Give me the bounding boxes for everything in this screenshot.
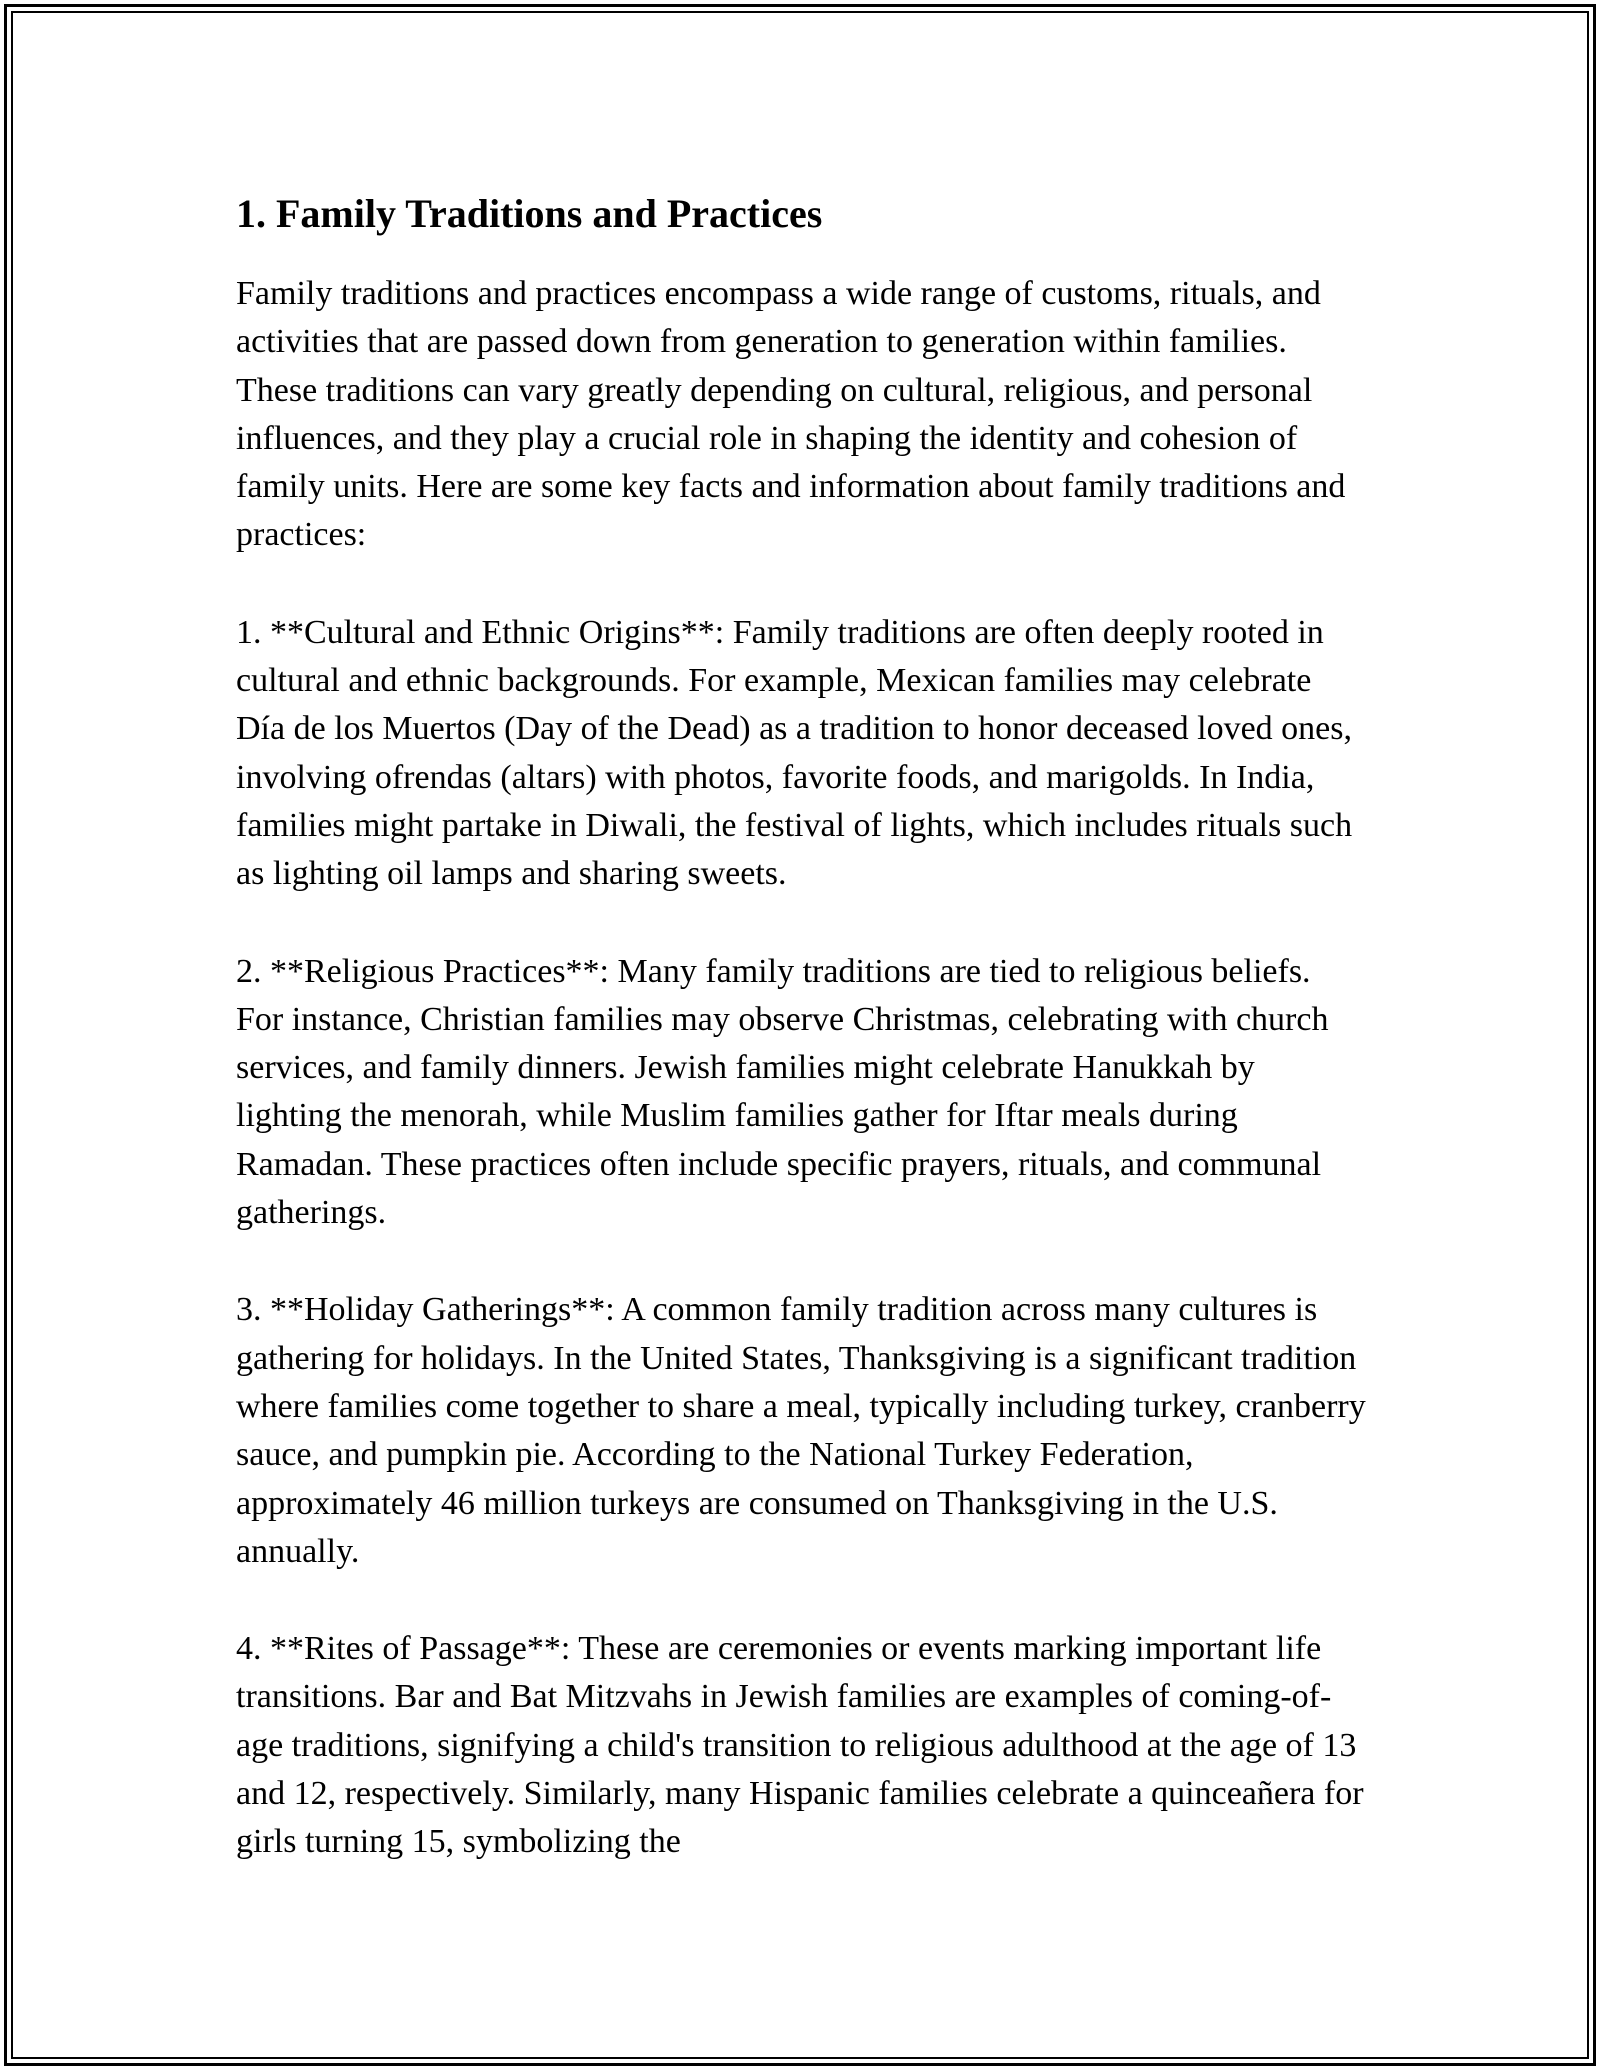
paragraph-cultural-origins: 1. **Cultural and Ethnic Origins**: Family traditions are often deeply rooted in cultural and ethnic backgrounds. For example, Mexican families may celebrate Día de los Muertos (Day of the Dead) as a tradition to honor deceased loved ones, involving ofrendas (altars) with photos, favorite foods, and marigolds. In India, families might partake in Diwali, the festival of lights, which includes rituals such as lighting oil lamps and sharing sweets. — [236, 613, 1353, 893]
paragraph-religious-practices: 2. **Religious Practices**: Many family traditions are tied to religious beliefs. For instance, Christian families may observe Christmas, celebrating with church services, and family dinners. Jewish families might celebrate Hanukkah by lighting the menorah, while Muslim families gather for Iftar meals during Ramadan. These practices often include specific prayers, rituals, and communal gatherings. — [236, 952, 1329, 1232]
intro-paragraph: Family traditions and practices encompass a wide range of customs, rituals, and activities that are passed down from generation to generation within families. These traditions can vary greatly depending on cultural, religious, and personal influences, and they play a crucial role in shaping the identity and cohesion of family units. Here are some key facts and information about family traditions and practices: — [236, 275, 1346, 554]
paragraph-rites-of-passage: 4. **Rites of Passage**: These are ceremonies or events marking important life transitions. Bar and Bat Mitzvahs in Jewish families are examples of coming-of-age traditions, signifying a child's transition to religious adulthood at the age of 13 and 12, respectively. Similarly, many Hispanic families celebrate a quinceañera for girls turning 15, symbolizing the — [236, 1630, 1364, 1861]
paragraph-holiday-gatherings: 3. **Holiday Gatherings**: A common family tradition across many cultures is gathering for holidays. In the United States, Thanksgiving is a significant tradition where families come together to share a meal, typically including turkey, cranberry sauce, and pumpkin pie. According to the National Turkey Federation, approximately 46 million turkeys are consumed on Thanksgiving in the U.S. annually. — [236, 1291, 1366, 1570]
section-heading: 1. Family Traditions and Practices — [236, 191, 823, 236]
document-body — [236, 186, 1366, 1916]
